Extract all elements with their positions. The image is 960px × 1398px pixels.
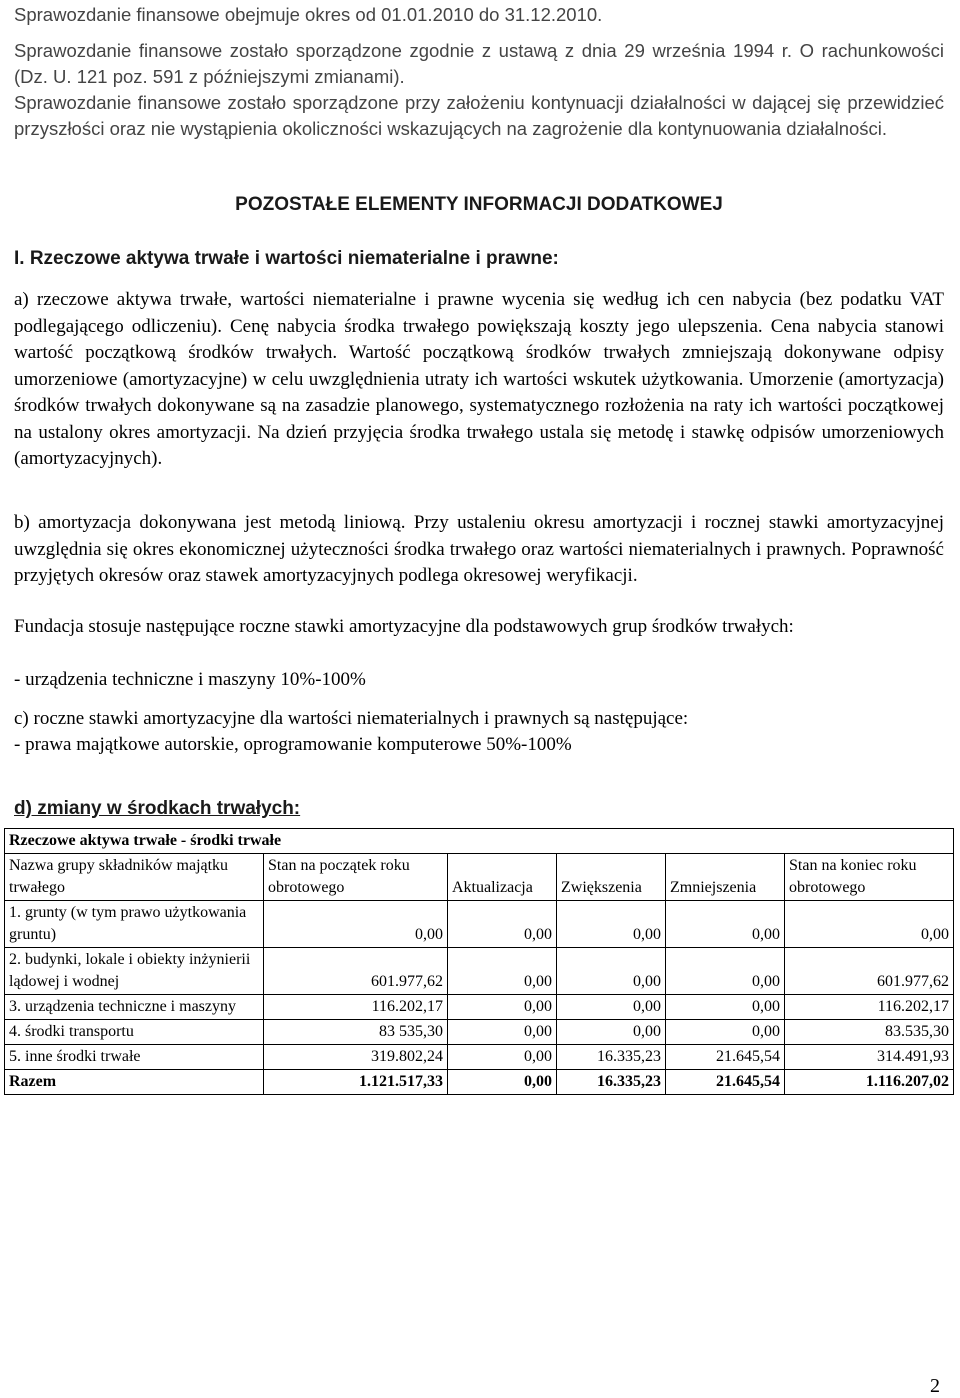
intro-period: Sprawozdanie finansowe obejmuje okres od 01.01.2010 do 31.12.2010. xyxy=(14,4,603,25)
row-value: 314.491,93 xyxy=(785,1045,954,1070)
paragraph-a: a) rzeczowe aktywa trwałe, wartości niematerialne i prawne wycenia się według ich cen nabycia (bez podatku VAT podlegającego odliczeniu). Cenę nabycia środka trwałego powiększają koszty jego ulepszenia. Cena nabycia stanowi wartość początkową środków trwałych. Wartość początkową środków trwałych zmniejszają dokonywane odpisy umorzeniowe (amortyzacyjne) w celu uwzględnienia utraty ich wartości wskutek użytkowania. Umorzenie (amortyzacja) środków trwałych dokonywane są na zasadzie planowego, systematycznego rozłożenia na raty ich wartości początkowej na ustalony okres amortyzacji. Na dzień przyjęcia środka trwałego ustala się metodę i stawkę odpisów umorzeniowych (amortyzacyjnych). xyxy=(14,289,944,469)
row-label: 2. budynki, lokale i obiekty inżynierii lądowej i wodnej xyxy=(5,948,264,995)
paragraph-c-item: - prawa majątkowe autorskie, oprogramowanie komputerowe 50%-100% xyxy=(14,734,572,755)
row-label: 1. grunty (w tym prawo użytkowania gruntu) xyxy=(5,901,264,948)
header-increase: Zwiększenia xyxy=(557,854,666,901)
header-opening: Stan na początek roku obrotowego xyxy=(264,854,448,901)
row-value: 0,00 xyxy=(666,948,785,995)
row-value: 0,00 xyxy=(264,901,448,948)
row-value: 0,00 xyxy=(557,1020,666,1045)
row-value: 0,00 xyxy=(666,901,785,948)
table-caption-row xyxy=(5,829,954,854)
table-caption: Rzeczowe aktywa trwałe - środki trwałe xyxy=(5,829,954,854)
table-row xyxy=(5,948,954,995)
row-value: 319.802,24 xyxy=(264,1045,448,1070)
row-value: 0,00 xyxy=(557,948,666,995)
row-label: 3. urządzenia techniczne i maszyny xyxy=(5,995,264,1020)
section-i-title: I. Rzeczowe aktywa trwałe i wartości niematerialne i prawne: xyxy=(14,248,559,269)
row-value: 0,00 xyxy=(448,901,557,948)
row-value: 0,00 xyxy=(448,1020,557,1045)
row-value: 601.977,62 xyxy=(785,948,954,995)
row-value: 83.535,30 xyxy=(785,1020,954,1045)
page-number: 2 xyxy=(930,1375,940,1397)
row-value: 0,00 xyxy=(448,1045,557,1070)
paragraph-fundacja: Fundacja stosuje następujące roczne stawki amortyzacyjne dla podstawowych grup środków trwałych: xyxy=(14,616,794,637)
table-row xyxy=(5,1045,954,1070)
header-group-name: Nazwa grupy składników majątku trwałego xyxy=(5,854,264,901)
table-row xyxy=(5,901,954,948)
intro-going-concern: Sprawozdanie finansowe zostało sporządzone przy założeniu kontynuacji działalności w dającej się przewidzieć przyszłości oraz nie wystąpienia okoliczności wskazujących na zagrożenie dla kontynuowania działalności. xyxy=(14,92,944,139)
header-decrease: Zmniejszenia xyxy=(666,854,785,901)
section-title: POZOSTAŁE ELEMENTY INFORMACJI DODATKOWEJ xyxy=(235,194,723,215)
total-value: 1.116.207,02 xyxy=(785,1070,954,1095)
row-label: 5. inne środki trwałe xyxy=(5,1045,264,1070)
row-value: 16.335,23 xyxy=(557,1045,666,1070)
section-d-title xyxy=(14,798,300,820)
row-value: 83 535,30 xyxy=(264,1020,448,1045)
total-value: 1.121.517,33 xyxy=(264,1070,448,1095)
fixed-assets-table xyxy=(4,828,954,1095)
total-label: Razem xyxy=(5,1070,264,1095)
row-value: 0,00 xyxy=(557,901,666,948)
row-value: 601.977,62 xyxy=(264,948,448,995)
row-value: 0,00 xyxy=(666,1020,785,1045)
paragraph-fundacja-item: - urządzenia techniczne i maszyny 10%-100% xyxy=(14,669,366,690)
table-row xyxy=(5,995,954,1020)
total-value: 0,00 xyxy=(448,1070,557,1095)
section-d-title-text: d) zmiany w środkach trwałych: xyxy=(14,798,301,819)
total-value: 16.335,23 xyxy=(557,1070,666,1095)
intro-legal-basis: Sprawozdanie finansowe zostało sporządzone zgodnie z ustawą z dnia 29 września 1994 r. O rachunkowości (Dz. U. 121 poz. 591 z późniejszymi zmianami). xyxy=(14,40,944,87)
row-label: 4. środki transportu xyxy=(5,1020,264,1045)
row-value: 116.202,17 xyxy=(785,995,954,1020)
row-value: 0,00 xyxy=(785,901,954,948)
total-value: 21.645,54 xyxy=(666,1070,785,1095)
table-row xyxy=(5,1020,954,1045)
row-value: 0,00 xyxy=(448,995,557,1020)
header-update: Aktualizacja xyxy=(448,854,557,901)
paragraph-b: b) amortyzacja dokonywana jest metodą liniową. Przy ustaleniu okresu amortyzacji i rocznej stawki amortyzacyjnej uwzględnia się okres ekonomicznej użyteczności środka trwałego oraz wartości niematerialnych i prawnych. Poprawność przyjętych okresów oraz stawek amortyzacyjnych podlega okresowej weryfikacji. xyxy=(14,512,944,586)
row-value: 21.645,54 xyxy=(666,1045,785,1070)
table-total-row xyxy=(5,1070,954,1095)
header-closing: Stan na koniec roku obrotowego xyxy=(785,854,954,901)
row-value: 0,00 xyxy=(448,948,557,995)
row-value: 116.202,17 xyxy=(264,995,448,1020)
row-value: 0,00 xyxy=(557,995,666,1020)
table-header-row xyxy=(5,854,954,901)
paragraph-c: c) roczne stawki amortyzacyjne dla wartości niematerialnych i prawnych są następujące: xyxy=(14,708,689,729)
row-value: 0,00 xyxy=(666,995,785,1020)
